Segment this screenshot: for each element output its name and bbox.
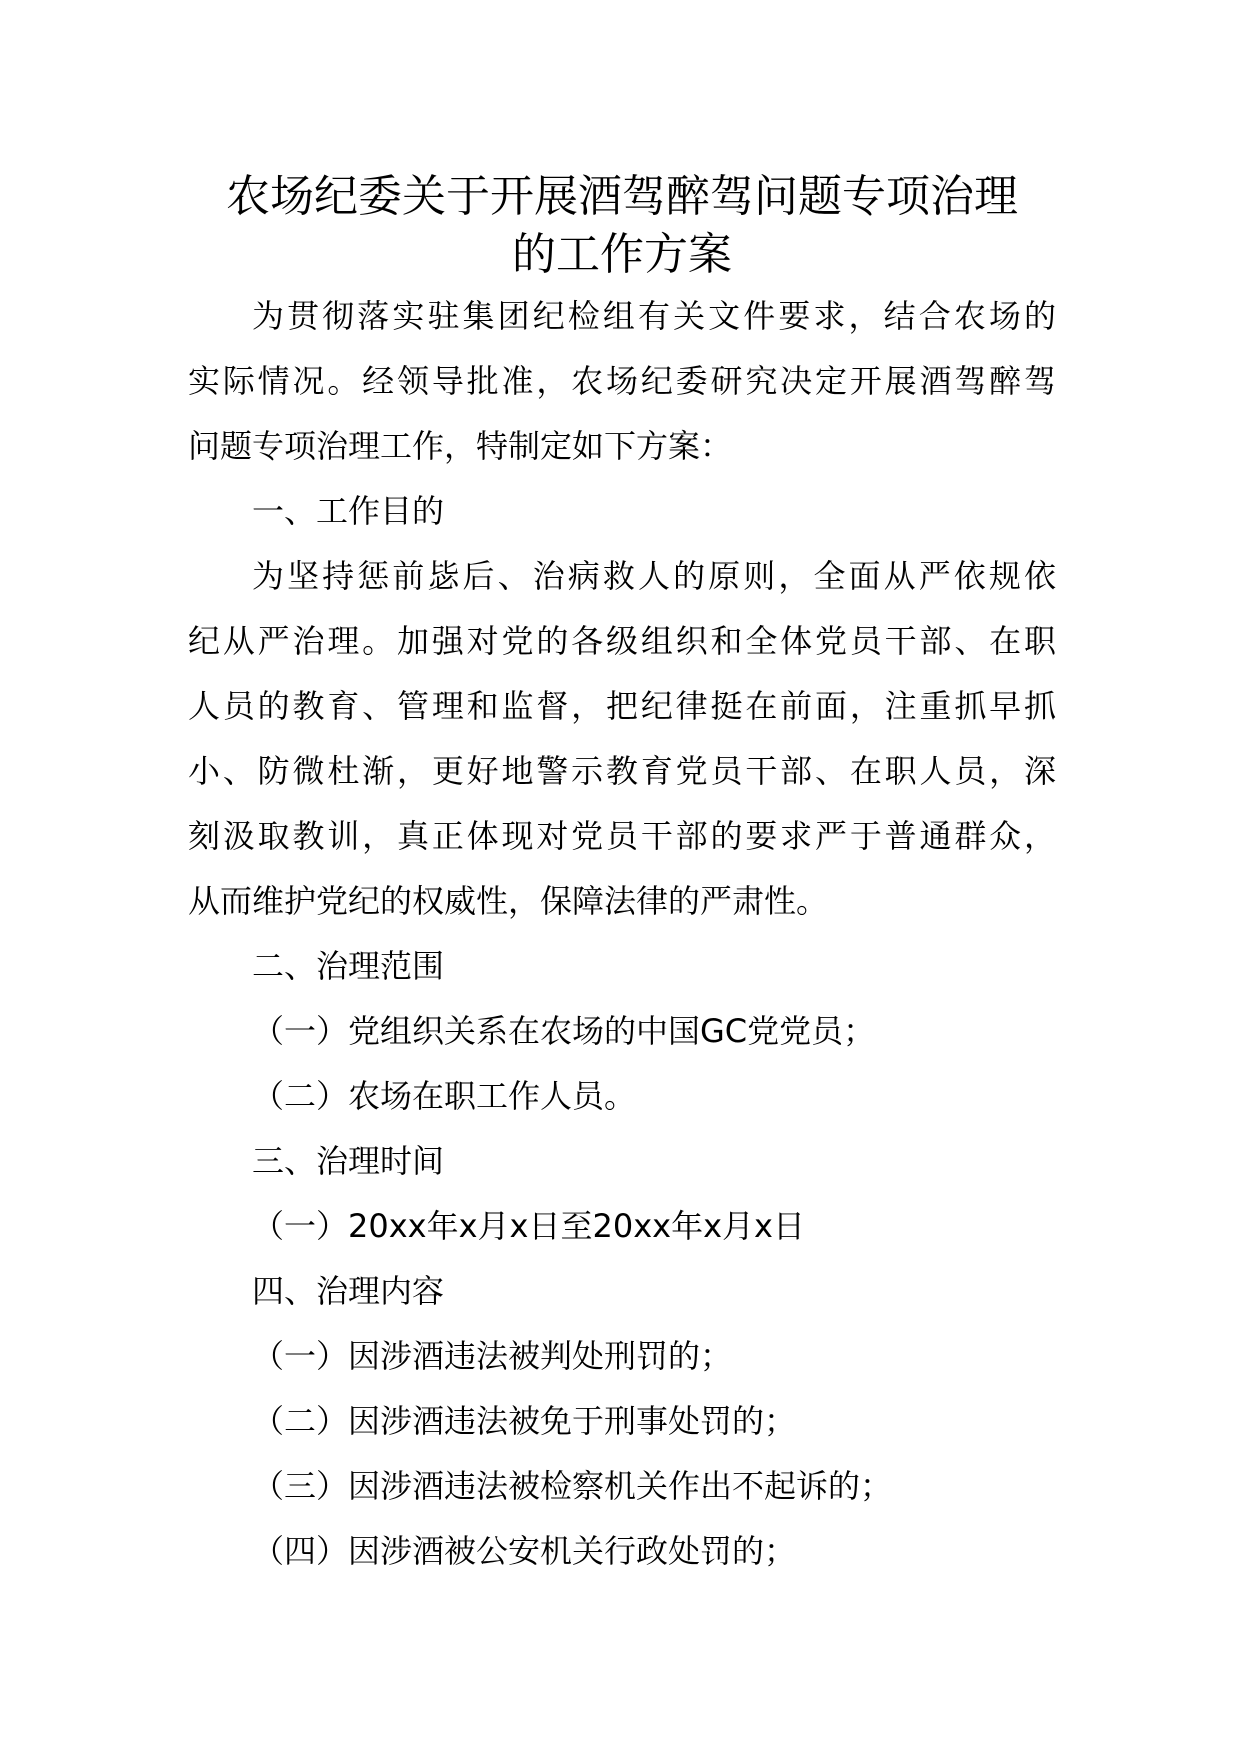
content-item-3: （三）因涉酒违法被检察机关作出不起诉的； (252, 1467, 893, 1505)
content-item-2: （二）因涉酒违法被免于刑事处罚的； (252, 1402, 797, 1440)
purpose-paragraph (188, 544, 1056, 934)
scope-item-1: （一）党组织关系在农场的中国GC党党员； (252, 1012, 876, 1050)
title-line-2: 的工作方案 (512, 229, 732, 280)
time-item-1: （一）20xx年x月x日至20xx年x月x日 (252, 1207, 805, 1245)
intro-line-2: 实际情况。经领导批准，农场纪委研究决定开展酒驾醉驾 (188, 362, 1056, 400)
purpose-line-1: 为坚持惩前毖后、治病救人的原则，全面从严依规依 (252, 557, 1056, 595)
purpose-line-5: 刻汲取教训，真正体现对党员干部的要求严于普通群众， (188, 817, 1056, 855)
section-heading-purpose: 一、工作目的 (252, 492, 445, 530)
content-item-4: （四）因涉酒被公安机关行政处罚的； (252, 1532, 797, 1570)
purpose-line-2: 纪从严治理。加强对党的各级组织和全体党员干部、在职 (188, 622, 1056, 660)
scope-item-2: （二）农场在职工作人员。 (252, 1077, 637, 1115)
section-heading-scope: 二、治理范围 (252, 947, 445, 985)
section-heading-content: 四、治理内容 (252, 1272, 445, 1310)
title-line-1: 农场纪委关于开展酒驾醉驾问题专项治理 (226, 171, 1018, 222)
content-item-1: （一）因涉酒违法被判处刑罚的； (252, 1337, 733, 1375)
document-body (188, 284, 1056, 1584)
purpose-line-6: 从而维护党纪的权威性，保障法律的严肃性。 (188, 882, 829, 920)
section-heading-time: 三、治理时间 (252, 1142, 445, 1180)
intro-paragraph (188, 284, 1056, 479)
purpose-line-4: 小、防微杜渐，更好地警示教育党员干部、在职人员，深 (188, 752, 1056, 790)
purpose-line-3: 人员的教育、管理和监督，把纪律挺在前面，注重抓早抓 (188, 687, 1056, 725)
document-page (188, 168, 1056, 1584)
document-title (188, 168, 1056, 284)
intro-line-3: 问题专项治理工作，特制定如下方案： (188, 427, 733, 465)
intro-line-1: 为贯彻落实驻集团纪检组有关文件要求，结合农场的 (252, 297, 1056, 335)
